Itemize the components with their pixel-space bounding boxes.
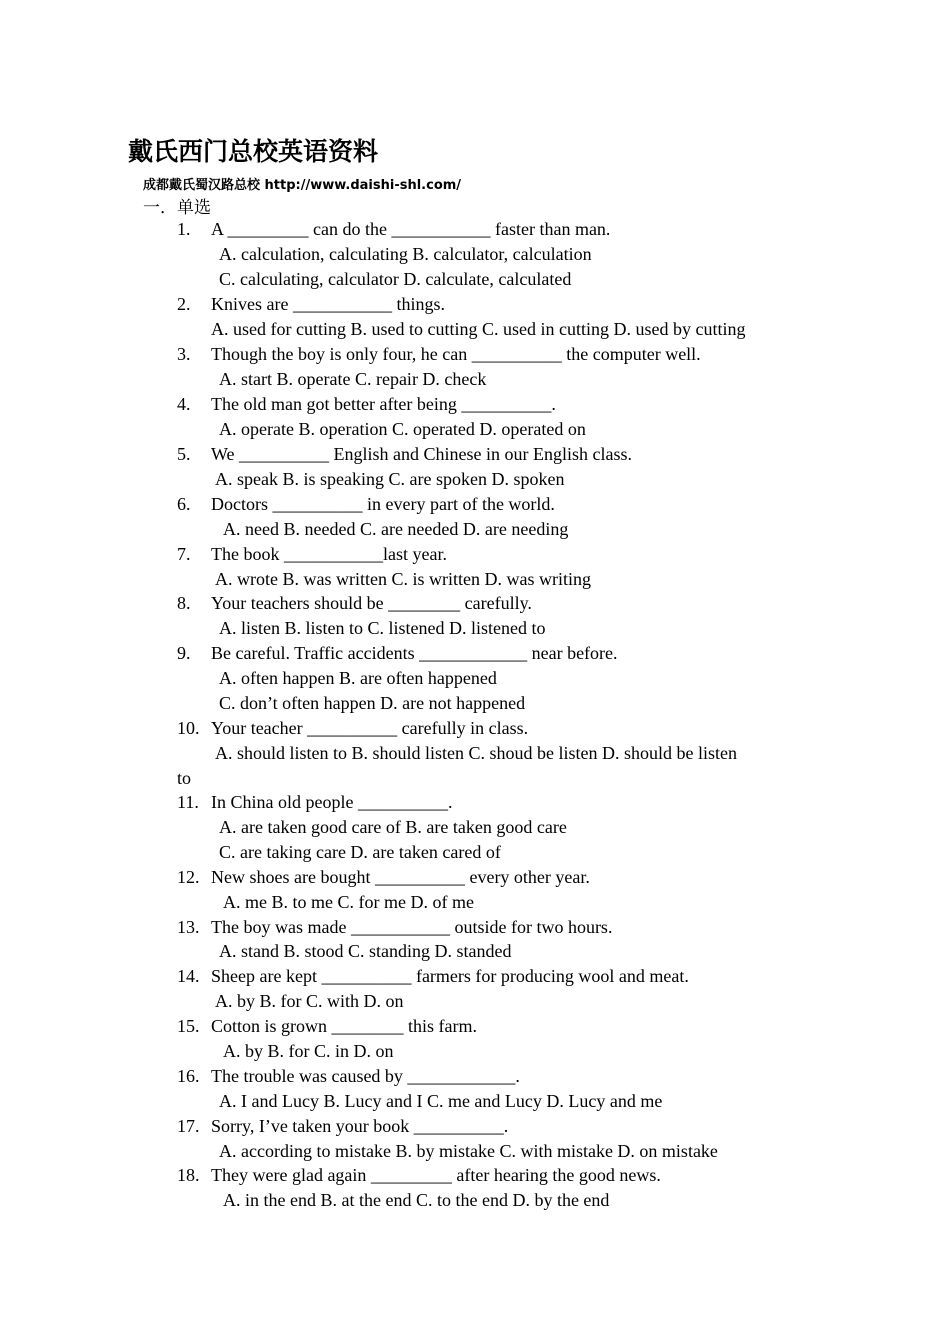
question-number: 2.	[177, 294, 191, 314]
question-stem: Your teacher __________ carefully in class.	[211, 718, 529, 738]
question-options: A. wrote B. was written C. is written D. was writing	[215, 569, 591, 589]
question-number: 8.	[177, 593, 191, 613]
question-options: A. stand B. stood C. standing D. standed	[219, 941, 512, 961]
question-options: A. are taken good care of B. are taken good care	[219, 817, 567, 837]
question-number: 7.	[177, 544, 191, 564]
question-number: 18.	[177, 1165, 200, 1185]
question-number: 16.	[177, 1066, 200, 1086]
question-number: 5.	[177, 444, 191, 464]
question-stem: The boy was made ___________ outside for two hours.	[211, 917, 613, 937]
question-number: 13.	[177, 917, 200, 937]
question-number: 14.	[177, 966, 200, 986]
question-number: 4.	[177, 394, 191, 414]
question-options: C. calculating, calculator D. calculate, calculated	[219, 269, 572, 289]
question-stem: Be careful. Traffic accidents ____________ near before.	[211, 643, 618, 663]
question-stem: We __________ English and Chinese in our English class.	[211, 444, 633, 464]
question-stem: A _________ can do the ___________ faster than man.	[211, 219, 611, 239]
question-stem: New shoes are bought __________ every other year.	[211, 867, 590, 887]
question-number: 6.	[177, 494, 191, 514]
question-stem: The trouble was caused by ____________.	[211, 1066, 520, 1086]
question-number: 10.	[177, 718, 200, 738]
question-options: A. by B. for C. in D. on	[223, 1041, 394, 1061]
question-options: A. I and Lucy B. Lucy and I C. me and Lucy D. Lucy and me	[219, 1091, 663, 1111]
question-options: A. start B. operate C. repair D. check	[219, 369, 487, 389]
question-options: A. often happen B. are often happened	[219, 668, 497, 688]
question-number: 1.	[177, 219, 191, 239]
question-options: A. operate B. operation C. operated D. operated on	[219, 419, 586, 439]
question-number: 17.	[177, 1116, 200, 1136]
question-options: A. by B. for C. with D. on	[215, 991, 404, 1011]
question-stem: Your teachers should be ________ carefully.	[211, 593, 532, 613]
question-options: A. need B. needed C. are needed D. are needing	[223, 519, 569, 539]
question-options: A. speak B. is speaking C. are spoken D. spoken	[215, 469, 565, 489]
question-number: 9.	[177, 643, 191, 663]
page-title: 戴氏西门总校英语资料	[128, 137, 379, 166]
section-heading: 一．单选	[143, 198, 211, 218]
question-options: A. should listen to B. should listen C. shoud be listen D. should be listen	[215, 743, 737, 763]
question-stem: Though the boy is only four, he can __________ the computer well.	[211, 344, 701, 364]
question-number: 15.	[177, 1016, 200, 1036]
question-stem: Knives are ___________ things.	[211, 294, 445, 314]
question-options: C. are taking care D. are taken cared of	[219, 842, 501, 862]
question-options: A. in the end B. at the end C. to the end D. by the end	[223, 1190, 610, 1210]
question-stem: Doctors __________ in every part of the world.	[211, 494, 555, 514]
school-subtitle: 成都戴氏蜀汉路总校 http://www.daishi-shl.com/	[143, 178, 462, 193]
question-options: A. used for cutting B. used to cutting C. used in cutting D. used by cutting	[211, 319, 746, 339]
question-stem: The old man got better after being __________.	[211, 394, 556, 414]
question-stem: Sorry, I’ve taken your book __________.	[211, 1116, 509, 1136]
question-number: 12.	[177, 867, 200, 887]
question-stem: Cotton is grown ________ this farm.	[211, 1016, 477, 1036]
question-number: 3.	[177, 344, 191, 364]
question-options: A. me B. to me C. for me D. of me	[223, 892, 474, 912]
question-options: A. calculation, calculating B. calculator, calculation	[219, 244, 592, 264]
question-options-wrap: to	[177, 768, 192, 788]
question-options: A. listen B. listen to C. listened D. listened to	[219, 618, 546, 638]
question-options: A. according to mistake B. by mistake C. with mistake D. on mistake	[219, 1141, 718, 1161]
question-stem: Sheep are kept __________ farmers for producing wool and meat.	[211, 966, 689, 986]
question-number: 11.	[177, 792, 199, 812]
question-stem: In China old people __________.	[211, 792, 453, 812]
question-stem: They were glad again _________ after hearing the good news.	[211, 1165, 661, 1185]
question-options: C. don’t often happen D. are not happened	[219, 693, 526, 713]
question-stem: The book ___________last year.	[211, 544, 447, 564]
